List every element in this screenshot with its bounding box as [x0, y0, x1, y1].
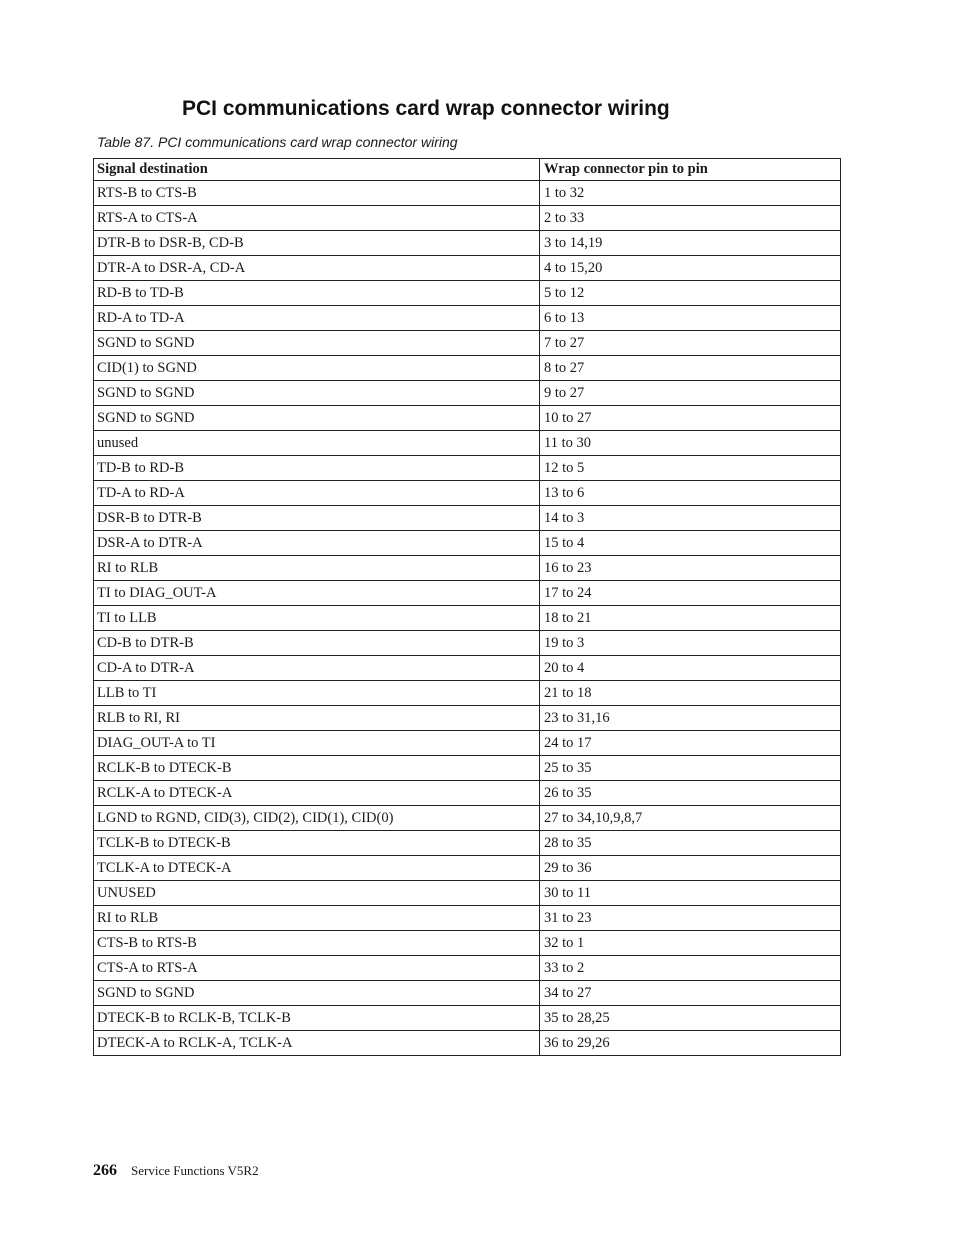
table-caption: Table 87. PCI communications card wrap connector wiring	[97, 134, 458, 150]
signal-destination-cell: RI to RLB	[94, 906, 540, 931]
pin-to-pin-cell: 10 to 27	[540, 406, 841, 431]
table-header-row	[94, 159, 841, 181]
table-row	[94, 931, 841, 956]
table-row	[94, 281, 841, 306]
table-row	[94, 731, 841, 756]
pin-to-pin-cell: 34 to 27	[540, 981, 841, 1006]
pin-to-pin-cell: 31 to 23	[540, 906, 841, 931]
signal-destination-cell: RD-B to TD-B	[94, 281, 540, 306]
pin-to-pin-cell: 23 to 31,16	[540, 706, 841, 731]
signal-destination-cell: TI to LLB	[94, 606, 540, 631]
signal-destination-cell: DTECK-B to RCLK-B, TCLK-B	[94, 1006, 540, 1031]
signal-destination-cell: TCLK-B to DTECK-B	[94, 831, 540, 856]
footer-text: Service Functions V5R2	[131, 1163, 259, 1178]
table-row	[94, 1006, 841, 1031]
pin-to-pin-cell: 14 to 3	[540, 506, 841, 531]
signal-destination-cell: RTS-B to CTS-B	[94, 181, 540, 206]
table-row	[94, 431, 841, 456]
pin-to-pin-cell: 5 to 12	[540, 281, 841, 306]
pin-to-pin-cell: 4 to 15,20	[540, 256, 841, 281]
signal-destination-cell: DSR-A to DTR-A	[94, 531, 540, 556]
pin-to-pin-cell: 17 to 24	[540, 581, 841, 606]
table-row	[94, 656, 841, 681]
table-row	[94, 331, 841, 356]
signal-destination-cell: TI to DIAG_OUT-A	[94, 581, 540, 606]
table-row	[94, 456, 841, 481]
table-row	[94, 506, 841, 531]
table-row	[94, 356, 841, 381]
table-row	[94, 756, 841, 781]
table-row	[94, 981, 841, 1006]
signal-destination-cell: SGND to SGND	[94, 406, 540, 431]
table-row	[94, 256, 841, 281]
table-row	[94, 306, 841, 331]
pin-to-pin-cell: 33 to 2	[540, 956, 841, 981]
table-row	[94, 781, 841, 806]
page-title: PCI communications card wrap connector wiring	[182, 97, 670, 120]
table-row	[94, 831, 841, 856]
header-wrap-connector-pins: Wrap connector pin to pin	[540, 159, 841, 181]
signal-destination-cell: RI to RLB	[94, 556, 540, 581]
pin-to-pin-cell: 30 to 11	[540, 881, 841, 906]
pin-to-pin-cell: 28 to 35	[540, 831, 841, 856]
pin-to-pin-cell: 15 to 4	[540, 531, 841, 556]
pin-to-pin-cell: 7 to 27	[540, 331, 841, 356]
pin-to-pin-cell: 12 to 5	[540, 456, 841, 481]
pin-to-pin-cell: 6 to 13	[540, 306, 841, 331]
signal-destination-cell: DTECK-A to RCLK-A, TCLK-A	[94, 1031, 540, 1056]
table-row	[94, 581, 841, 606]
table-row	[94, 606, 841, 631]
table-row	[94, 631, 841, 656]
signal-destination-cell: TD-A to RD-A	[94, 481, 540, 506]
pin-to-pin-cell: 3 to 14,19	[540, 231, 841, 256]
signal-destination-cell: TD-B to RD-B	[94, 456, 540, 481]
table-row	[94, 381, 841, 406]
table-row	[94, 906, 841, 931]
signal-destination-cell: DIAG_OUT-A to TI	[94, 731, 540, 756]
pin-to-pin-cell: 36 to 29,26	[540, 1031, 841, 1056]
pin-to-pin-cell: 35 to 28,25	[540, 1006, 841, 1031]
pin-to-pin-cell: 16 to 23	[540, 556, 841, 581]
pin-to-pin-cell: 21 to 18	[540, 681, 841, 706]
signal-destination-cell: DTR-A to DSR-A, CD-A	[94, 256, 540, 281]
pin-to-pin-cell: 8 to 27	[540, 356, 841, 381]
table-row	[94, 856, 841, 881]
signal-destination-cell: SGND to SGND	[94, 381, 540, 406]
pin-to-pin-cell: 2 to 33	[540, 206, 841, 231]
signal-destination-cell: DSR-B to DTR-B	[94, 506, 540, 531]
pin-to-pin-cell: 13 to 6	[540, 481, 841, 506]
signal-destination-cell: LGND to RGND, CID(3), CID(2), CID(1), CID(0)	[94, 806, 540, 831]
page-footer	[93, 1162, 259, 1180]
signal-destination-cell: unused	[94, 431, 540, 456]
pin-to-pin-cell: 27 to 34,10,9,8,7	[540, 806, 841, 831]
signal-destination-cell: LLB to TI	[94, 681, 540, 706]
pin-to-pin-cell: 9 to 27	[540, 381, 841, 406]
signal-destination-cell: CTS-A to RTS-A	[94, 956, 540, 981]
signal-destination-cell: RCLK-A to DTECK-A	[94, 781, 540, 806]
signal-destination-cell: RTS-A to CTS-A	[94, 206, 540, 231]
signal-destination-cell: CD-B to DTR-B	[94, 631, 540, 656]
table-row	[94, 681, 841, 706]
table-row	[94, 881, 841, 906]
pin-to-pin-cell: 26 to 35	[540, 781, 841, 806]
table-row	[94, 231, 841, 256]
pin-to-pin-cell: 20 to 4	[540, 656, 841, 681]
pin-to-pin-cell: 19 to 3	[540, 631, 841, 656]
pin-to-pin-cell: 29 to 36	[540, 856, 841, 881]
wiring-table	[93, 158, 841, 1056]
signal-destination-cell: CD-A to DTR-A	[94, 656, 540, 681]
table-row	[94, 806, 841, 831]
signal-destination-cell: CID(1) to SGND	[94, 356, 540, 381]
table-row	[94, 531, 841, 556]
pin-to-pin-cell: 25 to 35	[540, 756, 841, 781]
signal-destination-cell: SGND to SGND	[94, 981, 540, 1006]
table-row	[94, 481, 841, 506]
signal-destination-cell: CTS-B to RTS-B	[94, 931, 540, 956]
signal-destination-cell: RCLK-B to DTECK-B	[94, 756, 540, 781]
table-row	[94, 206, 841, 231]
signal-destination-cell: UNUSED	[94, 881, 540, 906]
signal-destination-cell: RD-A to TD-A	[94, 306, 540, 331]
table-row	[94, 181, 841, 206]
pin-to-pin-cell: 18 to 21	[540, 606, 841, 631]
table-row	[94, 406, 841, 431]
pin-to-pin-cell: 24 to 17	[540, 731, 841, 756]
table-row	[94, 1031, 841, 1056]
table-row	[94, 956, 841, 981]
signal-destination-cell: TCLK-A to DTECK-A	[94, 856, 540, 881]
pin-to-pin-cell: 11 to 30	[540, 431, 841, 456]
table-body	[94, 181, 841, 1056]
signal-destination-cell: DTR-B to DSR-B, CD-B	[94, 231, 540, 256]
signal-destination-cell: RLB to RI, RI	[94, 706, 540, 731]
pin-to-pin-cell: 32 to 1	[540, 931, 841, 956]
header-signal-destination: Signal destination	[94, 159, 540, 181]
pin-to-pin-cell: 1 to 32	[540, 181, 841, 206]
page-number: 266	[93, 1162, 117, 1179]
signal-destination-cell: SGND to SGND	[94, 331, 540, 356]
table-row	[94, 706, 841, 731]
table-row	[94, 556, 841, 581]
